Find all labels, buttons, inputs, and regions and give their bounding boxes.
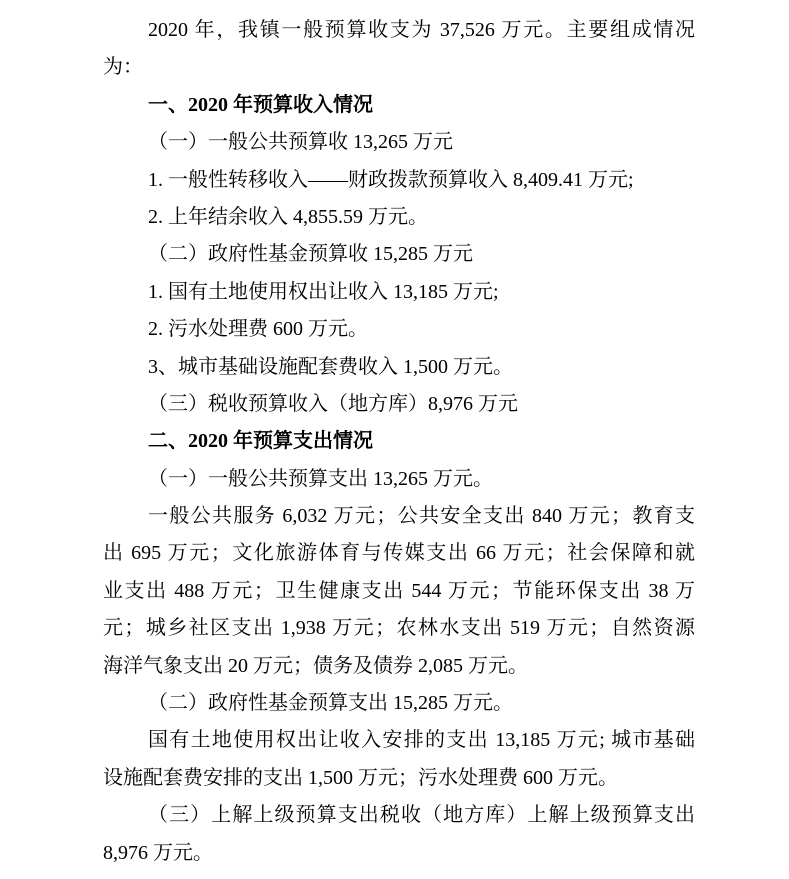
text-line: 2. 上年结余收入 4,855.59 万元。 <box>148 205 428 228</box>
text-line: 3、城市基础设施配套费收入 1,500 万元。 <box>148 355 513 378</box>
text-line: （三）上解上级预算支出税收（地方库）上解上级预算支出 <box>148 804 695 827</box>
text-line: 元；城乡社区支出 1,938 万元；农林水支出 519 万元；自然资源 <box>103 617 695 640</box>
section-heading: 一、2020 年预算收入情况 <box>148 93 373 116</box>
text-line: 8,976 万元。 <box>103 841 213 864</box>
text-line: （三）税收预算收入（地方库）8,976 万元 <box>148 392 518 415</box>
text-line: 2020 年，我镇一般预算收支为 37,526 万元。主要组成情况 <box>148 19 695 41</box>
text-line: （一）一般公共预算收 13,265 万元 <box>148 131 453 154</box>
document-body <box>103 12 695 872</box>
text-line: 出 695 万元；文化旅游体育与传媒支出 66 万元；社会保障和就 <box>103 542 695 565</box>
text-line: 业支出 488 万元；卫生健康支出 544 万元；节能环保支出 38 万 <box>103 579 695 602</box>
text-line: 国有土地使用权出让收入安排的支出 13,185 万元; 城市基础 <box>148 729 695 752</box>
text-line: 设施配套费安排的支出 1,500 万元；污水处理费 600 万元。 <box>103 766 618 789</box>
section-heading: 二、2020 年预算支出情况 <box>148 430 373 453</box>
text-line: （二）政府性基金预算支出 15,285 万元。 <box>148 692 513 715</box>
text-line: 为： <box>103 56 143 79</box>
text-line: （二）政府性基金预算收 15,285 万元 <box>148 243 473 266</box>
text-line: 2. 污水处理费 600 万元。 <box>148 318 368 341</box>
text-line: （一）一般公共预算支出 13,265 万元。 <box>148 467 493 490</box>
text-line: 一般公共服务 6,032 万元；公共安全支出 840 万元；教育支 <box>148 505 695 528</box>
text-line: 海洋气象支出 20 万元；债务及债券 2,085 万元。 <box>103 654 528 677</box>
text-line: 1. 一般性转移收入——财政拨款预算收入 8,409.41 万元; <box>148 168 634 191</box>
text-line: 1. 国有土地使用权出让收入 13,185 万元; <box>148 280 499 303</box>
